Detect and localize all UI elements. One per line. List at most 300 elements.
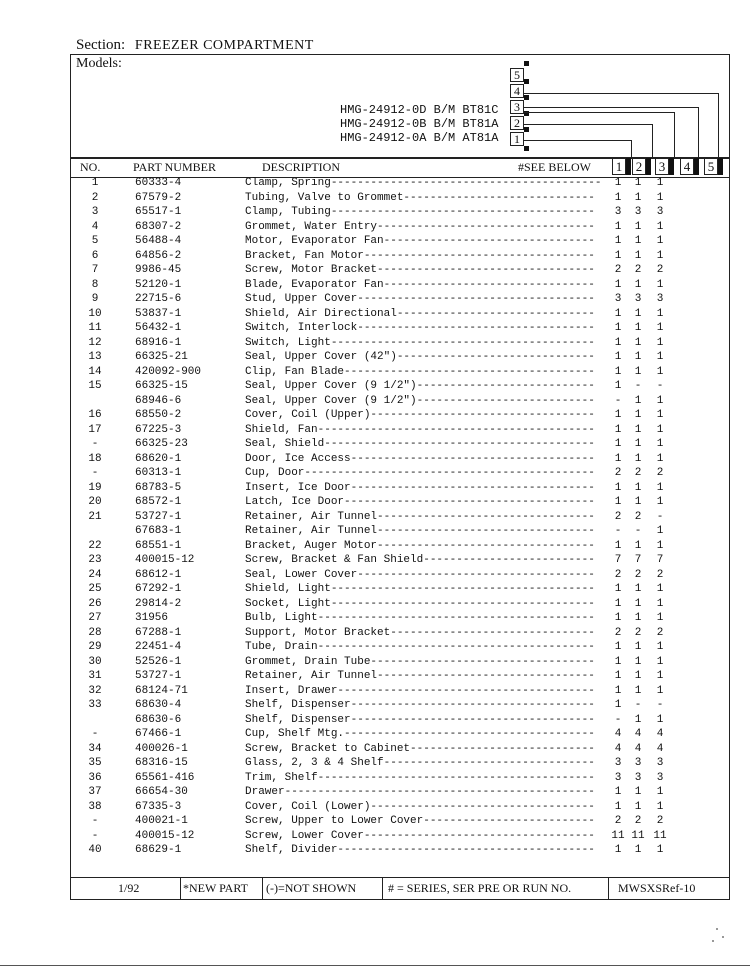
qty-series-1: 1: [614, 423, 622, 436]
qty-series-2: 1: [634, 583, 642, 595]
series-col-2: 2: [632, 158, 646, 175]
item-number: 5: [91, 235, 99, 247]
item-number: 7: [91, 264, 99, 276]
qty-series-2: 2: [634, 264, 642, 276]
part-number: 52120-1: [135, 278, 182, 291]
part-number: 60333-4: [135, 177, 182, 189]
table-row: [0, 322, 750, 337]
qty-series-2: 1: [634, 365, 642, 378]
box-notch: [524, 146, 529, 151]
item-number: 34: [88, 742, 102, 755]
scan-speck: [716, 928, 718, 930]
item-number: 23: [88, 554, 102, 566]
qty-series-2: 1: [634, 177, 642, 189]
qty-series-2: 1: [634, 452, 642, 465]
model-line-1: HMG-24912-0A B/M AT81A: [340, 131, 499, 145]
item-number: -: [91, 815, 99, 827]
qty-series-3: 1: [656, 191, 664, 204]
page-bottom-rule: [0, 965, 750, 966]
part-description: Grommet, Water Entry---------------------------------: [245, 220, 595, 233]
qty-series-2: 1: [634, 496, 642, 508]
part-number: 68550-2: [135, 409, 182, 421]
connector-line: [674, 112, 675, 158]
qty-series-1: 2: [614, 467, 622, 479]
qty-series-2: 3: [634, 757, 642, 769]
table-row: [0, 815, 750, 830]
qty-series-1: 1: [614, 336, 622, 349]
series-notch: [669, 158, 674, 175]
qty-series-3: 3: [656, 206, 664, 218]
part-number: 68551-1: [135, 539, 182, 552]
qty-series-1: 1: [614, 409, 622, 421]
qty-series-3: 1: [656, 844, 664, 856]
part-number: 400026-1: [135, 742, 188, 755]
part-number: 68630-6: [135, 713, 182, 726]
table-row: [0, 554, 750, 569]
qty-series-3: 1: [656, 423, 664, 436]
part-number: 67292-1: [135, 583, 182, 595]
qty-series-1: 1: [614, 699, 622, 711]
qty-series-1: 11: [611, 829, 625, 842]
part-number: 56488-4: [135, 235, 182, 247]
part-description: Insert, Ice Door-------------------------------------: [245, 481, 595, 494]
part-description: Screw, Lower Cover-----------------------------------: [245, 829, 595, 842]
qty-series-1: 2: [614, 264, 622, 276]
item-number: 28: [88, 626, 102, 639]
series-col-4: 4: [680, 158, 694, 175]
part-number: 22451-4: [135, 641, 182, 653]
part-description: Shelf, Dispenser-------------------------------------: [245, 713, 595, 726]
table-row: [0, 714, 750, 729]
qty-series-1: 2: [614, 626, 622, 639]
item-number: 24: [88, 568, 102, 581]
table-row: [0, 656, 750, 671]
part-number: 66325-15: [135, 380, 188, 392]
series-box-2: 2: [510, 116, 524, 130]
item-number: 29: [88, 641, 102, 653]
table-row: [0, 844, 750, 859]
qty-series-3: 3: [656, 293, 664, 305]
part-description: Bracket, Auger Motor---------------------------------: [245, 539, 595, 552]
qty-series-3: 2: [656, 815, 664, 827]
item-number: 35: [88, 757, 102, 769]
qty-series-1: -: [614, 713, 622, 726]
qty-series-1: 7: [614, 554, 622, 566]
qty-series-3: 1: [656, 496, 664, 508]
qty-series-1: 3: [614, 206, 622, 218]
qty-series-3: 1: [656, 684, 664, 697]
footer-divider: [262, 878, 263, 899]
item-number: 38: [88, 800, 102, 813]
part-number: 53837-1: [135, 307, 182, 320]
table-row: [0, 438, 750, 453]
part-description: Seal, Shield-----------------------------------------: [245, 438, 595, 450]
table-row: [0, 801, 750, 816]
qty-series-3: 7: [656, 554, 664, 566]
item-number: 14: [88, 365, 102, 378]
qty-series-3: 1: [656, 481, 664, 494]
qty-series-3: 1: [656, 452, 664, 465]
qty-series-3: 1: [656, 394, 664, 407]
series-col-3: 3: [655, 158, 669, 175]
part-number: 67466-1: [135, 728, 182, 740]
part-description: Clamp, Tubing----------------------------------------: [245, 206, 595, 218]
part-number: 400021-1: [135, 815, 188, 827]
table-row: [0, 235, 750, 250]
item-number: 36: [88, 771, 102, 784]
item-number: 2: [91, 191, 99, 204]
qty-series-1: 2: [614, 815, 622, 827]
table-row: [0, 583, 750, 598]
part-description: Clamp, Spring-----------------------------------------: [245, 177, 602, 189]
part-number: 67579-2: [135, 191, 182, 204]
qty-series-3: 1: [656, 365, 664, 378]
table-row: [0, 757, 750, 772]
qty-series-1: 1: [614, 583, 622, 595]
connector-line: [524, 140, 631, 141]
qty-series-3: 1: [656, 786, 664, 798]
qty-series-3: 1: [656, 235, 664, 247]
part-number: 66325-21: [135, 351, 188, 363]
table-row: [0, 192, 750, 207]
connector-line: [698, 107, 699, 158]
part-number: 53727-1: [135, 510, 182, 523]
qty-series-1: 1: [614, 380, 622, 392]
table-row: [0, 293, 750, 308]
qty-series-3: 1: [656, 438, 664, 450]
series-box-3: 3: [510, 100, 524, 114]
qty-series-1: 1: [614, 220, 622, 233]
item-number: 26: [88, 597, 102, 610]
qty-series-2: 1: [634, 307, 642, 320]
connector-line: [718, 93, 719, 158]
part-description: Tubing, Valve to Grommet-----------------------------: [245, 191, 595, 204]
part-number: 67683-1: [135, 525, 182, 537]
part-description: Insert, Drawer---------------------------------------: [245, 684, 595, 697]
qty-series-3: 1: [656, 278, 664, 291]
part-number: 68783-5: [135, 481, 182, 494]
table-row: [0, 728, 750, 743]
qty-series-1: 4: [614, 742, 622, 755]
part-description: Seal, Upper Cover (9 1/2")---------------------------: [245, 394, 595, 407]
qty-series-1: 1: [614, 786, 622, 798]
footer-not-shown: (-)=NOT SHOWN: [266, 881, 357, 895]
qty-series-3: 1: [656, 322, 664, 334]
part-number: 66654-30: [135, 786, 188, 798]
box-notch: [524, 127, 529, 132]
part-description: Latch, Ice Door--------------------------------------: [245, 496, 595, 508]
qty-series-1: 3: [614, 771, 622, 784]
box-notch: [524, 95, 529, 100]
part-number: 68630-4: [135, 699, 182, 711]
box-notch: [524, 79, 529, 84]
qty-series-2: 3: [634, 293, 642, 305]
table-row: [0, 511, 750, 526]
qty-series-1: 1: [614, 670, 622, 682]
qty-series-3: 1: [656, 641, 664, 653]
part-description: Drawer-----------------------------------------------: [245, 786, 595, 798]
qty-series-3: -: [656, 699, 664, 711]
series-col-1: 1: [612, 158, 626, 175]
qty-series-1: 1: [614, 249, 622, 262]
item-number: 19: [88, 481, 102, 494]
qty-series-2: -: [634, 699, 642, 711]
box-notch: [524, 61, 529, 66]
part-number: 31956: [135, 612, 169, 624]
item-number: 11: [88, 322, 102, 334]
col-header-see-below: #SEE BELOW: [518, 160, 591, 174]
qty-series-1: 1: [614, 235, 622, 247]
part-description: Shield, Air Directional------------------------------: [245, 307, 595, 320]
part-description: Screw, Motor Bracket---------------------------------: [245, 264, 595, 276]
qty-series-2: 4: [634, 728, 642, 740]
part-number: 67288-1: [135, 626, 182, 639]
item-number: 22: [88, 539, 102, 552]
series-box-1: 1: [510, 132, 524, 146]
part-description: Glass, 2, 3 & 4 Shelf--------------------------------: [245, 757, 595, 769]
part-number: 68124-71: [135, 684, 188, 697]
qty-series-1: 1: [614, 177, 622, 189]
part-number: 68572-1: [135, 496, 182, 508]
part-number: 68629-1: [135, 844, 182, 856]
qty-series-2: -: [634, 380, 642, 392]
qty-series-2: 7: [634, 554, 642, 566]
table-row: [0, 366, 750, 381]
item-number: 4: [91, 220, 99, 233]
item-number: 20: [88, 496, 102, 508]
table-row: [0, 525, 750, 540]
table-row: [0, 409, 750, 424]
qty-series-3: 1: [656, 539, 664, 552]
qty-series-2: 3: [634, 206, 642, 218]
qty-series-2: 1: [634, 249, 642, 262]
item-number: 6: [91, 249, 99, 262]
connector-line: [652, 124, 653, 158]
part-number: 53727-1: [135, 670, 182, 682]
scan-speck: [722, 936, 724, 938]
part-description: Clip, Fan Blade--------------------------------------: [245, 365, 595, 378]
table-row: [0, 206, 750, 221]
qty-series-2: 1: [634, 481, 642, 494]
qty-series-3: 3: [656, 757, 664, 769]
item-number: 16: [88, 409, 102, 421]
footer-series-note: # = SERIES, SER PRE OR RUN NO.: [388, 881, 572, 895]
item-number: -: [91, 829, 99, 842]
part-description: Motor, Evaporator Fan--------------------------------: [245, 235, 595, 247]
connector-line: [524, 107, 698, 108]
table-row: [0, 772, 750, 787]
col-header-no: NO.: [80, 160, 101, 174]
item-number: 30: [88, 655, 102, 668]
qty-series-3: 11: [653, 829, 667, 842]
qty-series-2: 1: [634, 322, 642, 334]
part-number: 400015-12: [135, 829, 195, 842]
qty-series-3: -: [656, 380, 664, 392]
qty-series-2: 1: [634, 597, 642, 610]
table-row: [0, 467, 750, 482]
qty-series-2: 3: [634, 771, 642, 784]
item-number: 1: [91, 177, 99, 189]
qty-series-2: 2: [634, 626, 642, 639]
part-description: Switch, Interlock------------------------------------: [245, 322, 595, 334]
part-description: Seal, Upper Cover (42")------------------------------: [245, 351, 595, 363]
qty-series-1: 1: [614, 278, 622, 291]
footer-new-part: *NEW PART: [183, 881, 248, 895]
header-rule-top: [70, 157, 730, 159]
part-number: 29814-2: [135, 597, 182, 610]
part-number: 65517-1: [135, 206, 182, 218]
qty-series-2: 1: [634, 278, 642, 291]
item-number: 13: [88, 351, 102, 363]
table-row: [0, 250, 750, 265]
item-number: 27: [88, 612, 102, 624]
qty-series-3: 3: [656, 771, 664, 784]
part-description: Blade, Evaporator Fan--------------------------------: [245, 278, 595, 291]
table-row: [0, 337, 750, 352]
qty-series-1: 1: [614, 307, 622, 320]
connector-line: [631, 140, 632, 158]
item-number: 31: [88, 670, 102, 682]
part-number: 64856-2: [135, 249, 182, 262]
part-number: 60313-1: [135, 467, 182, 479]
qty-series-3: 1: [656, 655, 664, 668]
part-number: 56432-1: [135, 322, 182, 334]
part-number: 68620-1: [135, 452, 182, 465]
qty-series-3: 1: [656, 800, 664, 813]
qty-series-3: 2: [656, 626, 664, 639]
footer-divider: [382, 878, 383, 899]
item-number: 25: [88, 583, 102, 595]
qty-series-3: 2: [656, 568, 664, 581]
part-description: Grommet, Drain Tube----------------------------------: [245, 655, 595, 668]
scan-speck: [712, 940, 714, 942]
qty-series-2: 1: [634, 713, 642, 726]
qty-series-2: 1: [634, 800, 642, 813]
table-row: [0, 641, 750, 656]
part-number: 9986-45: [135, 264, 182, 276]
qty-series-2: 2: [634, 467, 642, 479]
connector-line: [524, 93, 718, 94]
qty-series-1: 1: [614, 481, 622, 494]
table-row: [0, 540, 750, 555]
footer-reference: MWSXSRef-10: [618, 881, 696, 895]
model-line-3: HMG-24912-0D B/M BT81C: [340, 103, 499, 117]
page-footer: [70, 877, 730, 900]
item-number: 18: [88, 452, 102, 465]
item-number: 33: [88, 699, 102, 711]
qty-series-3: 2: [656, 264, 664, 276]
item-number: 15: [88, 380, 102, 392]
table-row: [0, 627, 750, 642]
table-row: [0, 496, 750, 511]
table-row: [0, 699, 750, 714]
qty-series-3: 1: [656, 307, 664, 320]
part-description: Switch, Light----------------------------------------: [245, 336, 595, 349]
part-number: 68612-1: [135, 568, 182, 581]
qty-series-1: 3: [614, 757, 622, 769]
series-box-5: 5: [510, 68, 524, 82]
qty-series-1: 2: [614, 568, 622, 581]
qty-series-2: 1: [634, 670, 642, 682]
part-description: Stud, Upper Cover------------------------------------: [245, 293, 595, 305]
qty-series-2: 2: [634, 510, 642, 523]
part-number: 65561-416: [135, 771, 195, 784]
qty-series-1: 1: [614, 539, 622, 552]
item-number: 12: [88, 336, 102, 349]
qty-series-2: 4: [634, 742, 642, 755]
part-description: Retainer, Air Tunnel---------------------------------: [245, 525, 595, 537]
series-notch: [718, 158, 723, 175]
qty-series-3: 2: [656, 467, 664, 479]
qty-series-1: 1: [614, 655, 622, 668]
part-description: Bulb, Light------------------------------------------: [245, 612, 595, 624]
qty-series-3: -: [656, 510, 664, 523]
qty-series-1: 1: [614, 844, 622, 856]
qty-series-1: 1: [614, 191, 622, 204]
connector-line: [524, 112, 674, 113]
qty-series-2: 1: [634, 684, 642, 697]
table-row: [0, 685, 750, 700]
qty-series-2: 1: [634, 394, 642, 407]
series-notch: [646, 158, 651, 175]
qty-series-2: 11: [631, 829, 645, 842]
qty-series-1: 1: [614, 322, 622, 334]
part-description: Cover, Coil (Upper)----------------------------------: [245, 409, 595, 421]
part-description: Screw, Bracket & Fan Shield--------------------------: [245, 554, 595, 566]
qty-series-1: -: [614, 525, 622, 537]
models-label: Models:: [76, 56, 122, 71]
part-number: 66325-23: [135, 438, 188, 450]
part-number: 68316-15: [135, 757, 188, 769]
item-number: -: [91, 438, 99, 450]
table-row: [0, 569, 750, 584]
part-description: Seal, Lower Cover------------------------------------: [245, 568, 595, 581]
qty-series-2: 1: [634, 336, 642, 349]
table-row: [0, 482, 750, 497]
item-number: 9: [91, 293, 99, 305]
item-number: 37: [88, 786, 102, 798]
qty-series-2: 1: [634, 220, 642, 233]
part-description: Cup, Door--------------------------------------------: [245, 467, 595, 479]
qty-series-3: 1: [656, 713, 664, 726]
qty-series-2: 1: [634, 438, 642, 450]
qty-series-3: 1: [656, 409, 664, 421]
table-row: [0, 395, 750, 410]
qty-series-1: 1: [614, 452, 622, 465]
col-header-description: DESCRIPTION: [262, 160, 341, 174]
qty-series-3: 1: [656, 351, 664, 363]
part-description: Screw, Bracket to Cabinet----------------------------: [245, 742, 595, 755]
item-number: 3: [91, 206, 99, 218]
part-description: Retainer, Air Tunnel---------------------------------: [245, 510, 595, 523]
table-row: [0, 830, 750, 845]
footer-date: 1/92: [118, 881, 140, 895]
qty-series-3: 1: [656, 670, 664, 682]
item-number: 10: [88, 307, 102, 320]
qty-series-2: 1: [634, 612, 642, 624]
part-description: Socket, Light----------------------------------------: [245, 597, 595, 610]
series-box-4: 4: [510, 84, 524, 98]
qty-series-2: 1: [634, 539, 642, 552]
qty-series-2: 1: [634, 786, 642, 798]
qty-series-1: 1: [614, 365, 622, 378]
part-description: Retainer, Air Tunnel---------------------------------: [245, 670, 595, 682]
section-heading: [76, 37, 314, 54]
section-label: Section:: [76, 37, 126, 53]
table-row: [0, 380, 750, 395]
model-line-2: HMG-24912-0B B/M BT81A: [340, 117, 499, 131]
part-description: Door, Ice Access-------------------------------------: [245, 452, 595, 465]
